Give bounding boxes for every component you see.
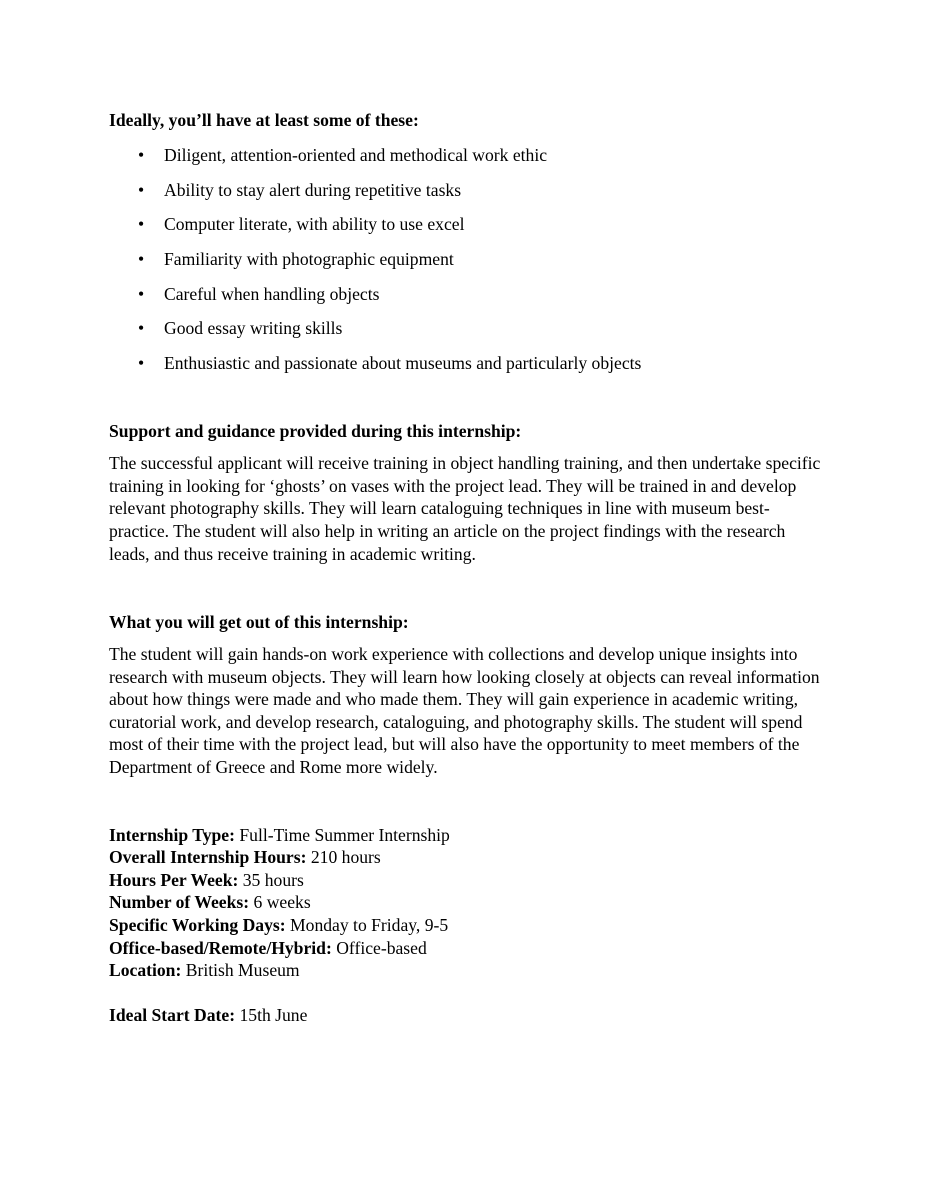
detail-label: Office-based/Remote/Hybrid: <box>109 937 332 958</box>
detail-label: Number of Weeks: <box>109 892 250 913</box>
bullet-icon: • <box>138 145 145 165</box>
qualities-list <box>109 144 824 374</box>
detail-label: Specific Working Days: <box>109 915 286 936</box>
bullet-icon: • <box>138 214 145 235</box>
bullet-icon: • <box>138 179 145 200</box>
bullet-icon: • <box>138 283 145 304</box>
detail-label: Overall Internship Hours: <box>109 847 307 868</box>
detail-row <box>109 824 824 847</box>
qualities-heading: Ideally, you’ll have at least some of these: <box>109 110 419 130</box>
detail-label: Internship Type: <box>109 824 235 845</box>
support-paragraph: The successful applicant will receive training in object handling training, and then undertake specific training in looking for ‘ghosts’ on vases with the project lead. They will be trained in and develop relevant photography skills. They will learn cataloguing techniques in line with museum best-practice. The student will also help in writing an article on the project findings with the research leads, and thus receive training in academic writing. <box>109 453 821 564</box>
detail-row <box>109 891 824 914</box>
detail-label: Hours Per Week: <box>109 869 239 890</box>
bullet-icon: • <box>138 353 145 374</box>
list-item: • Familiarity with photographic equipment <box>138 249 454 270</box>
list-item: • Ability to stay alert during repetitive tasks <box>138 179 462 200</box>
start-date <box>109 1004 824 1027</box>
detail-value: Office-based <box>336 937 427 958</box>
detail-label: Location: <box>109 960 182 981</box>
list-item: • Diligent, attention-oriented and methodical work ethic <box>138 145 548 165</box>
detail-row <box>109 846 824 869</box>
benefits-paragraph: The student will gain hands-on work experience with collections and develop unique insights into research with museum objects. They will learn how looking closely at objects can reveal information about how things were made and who made them. They will gain experience in academic writing, curatorial work, and develop research, cataloguing, and photography skills. The student will spend most of their time with the project lead, but will also have the opportunity to meet members of the Department of Greece and Rome more widely. <box>109 644 820 778</box>
list-item: • Good essay writing skills <box>138 318 343 339</box>
list-item: • Computer literate, with ability to use excel <box>138 214 465 235</box>
detail-value: Monday to Friday, 9-5 <box>290 915 449 936</box>
detail-row <box>109 869 824 892</box>
detail-value: 6 weeks <box>253 892 311 913</box>
start-date-label: Ideal Start Date: <box>109 1004 236 1025</box>
detail-row <box>109 959 824 982</box>
bullet-icon: • <box>138 249 145 270</box>
detail-value: 35 hours <box>242 869 304 890</box>
detail-row <box>109 937 824 960</box>
detail-value: 210 hours <box>310 847 381 868</box>
list-item: • Enthusiastic and passionate about museums and particularly objects <box>138 353 642 374</box>
detail-row <box>109 914 824 937</box>
list-item: • Careful when handling objects <box>138 283 380 304</box>
start-date-value: 15th June <box>239 1004 308 1025</box>
benefits-heading: What you will get out of this internship: <box>109 612 409 633</box>
document-page <box>109 109 824 1026</box>
support-heading: Support and guidance provided during this internship: <box>109 421 522 442</box>
detail-value: Full-Time Summer Internship <box>239 824 450 845</box>
detail-value: British Museum <box>185 960 300 981</box>
bullet-icon: • <box>138 318 145 339</box>
internship-details <box>109 824 824 982</box>
